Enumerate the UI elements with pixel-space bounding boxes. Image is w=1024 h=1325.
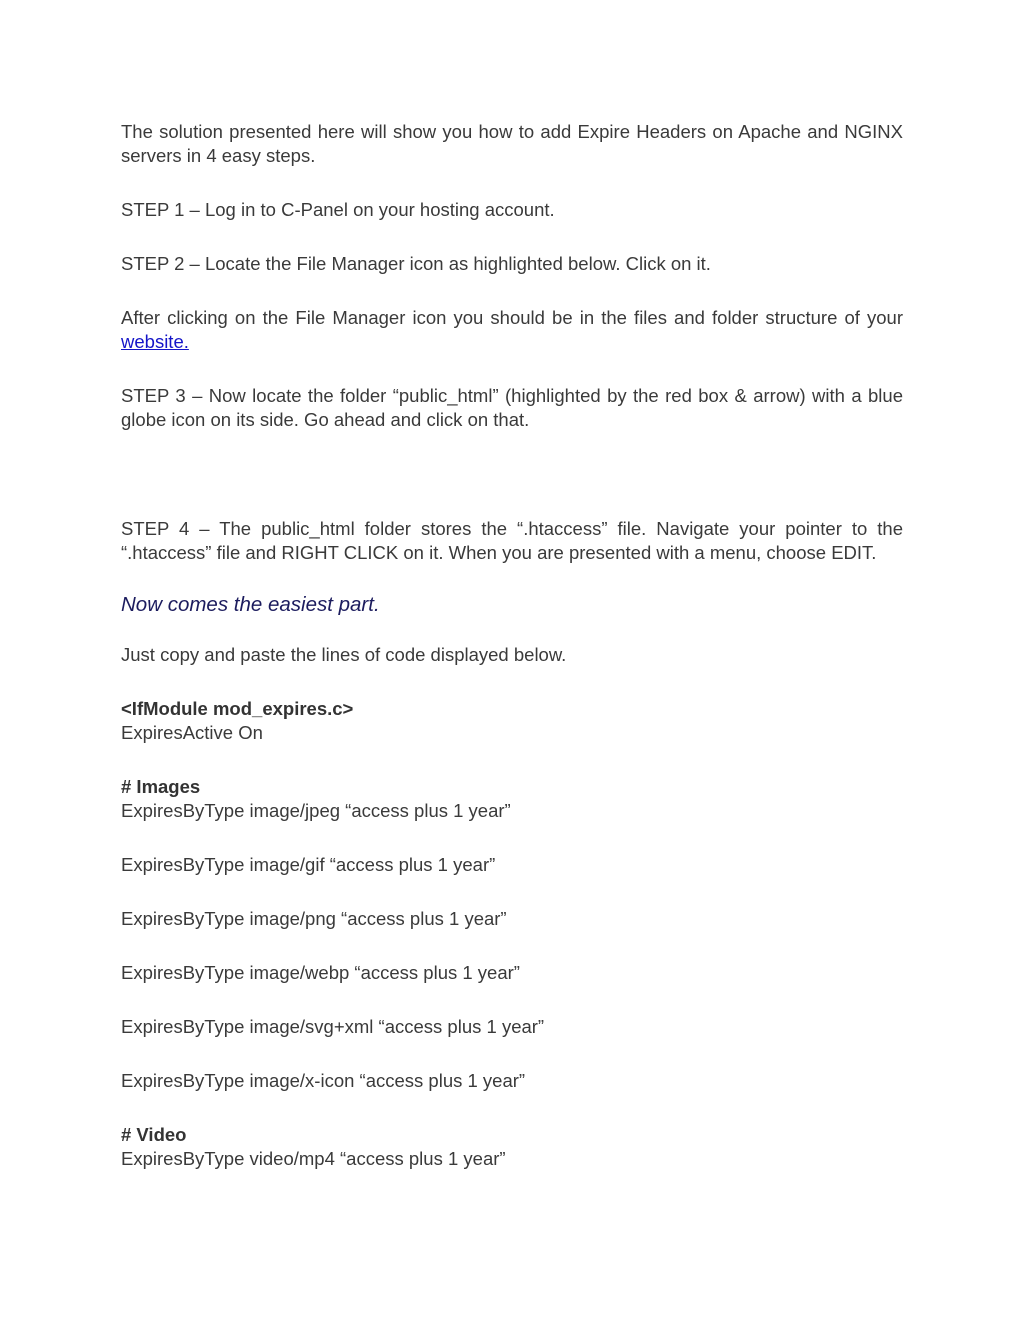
code-line: ExpiresByType image/png “access plus 1 year” (121, 908, 507, 929)
step-3-paragraph: STEP 3 – Now locate the folder “public_html” (highlighted by the red box & arrow) with a blue globe icon on its side. Go ahead and click on that. (121, 385, 903, 430)
code-line: ExpiresByType video/mp4 “access plus 1 year” (121, 1148, 506, 1169)
step-2-paragraph: STEP 2 – Locate the File Manager icon as highlighted below. Click on it. (121, 253, 711, 274)
ifmodule-open-line: <IfModule mod_expires.c> (121, 698, 354, 719)
images-block (121, 775, 903, 1093)
video-block (121, 1123, 903, 1171)
code-line: ExpiresByType image/svg+xml “access plus 1 year” (121, 1016, 545, 1037)
code-line: ExpiresByType image/jpeg “access plus 1 year” (121, 800, 511, 821)
section-subheading: Now comes the easiest part. (121, 593, 380, 616)
after-clicking-paragraph (121, 306, 903, 354)
intro-paragraph: The solution presented here will show you how to add Expire Headers on Apache and NGINX servers in 4 easy steps. (121, 121, 903, 166)
website-link[interactable]: website. (121, 331, 189, 352)
step-4-paragraph: STEP 4 – The public_html folder stores the “.htaccess” file. Navigate your pointer to the “.htaccess” file and RIGHT CLICK on it. When you are presented with a menu, choose EDIT. (121, 518, 903, 563)
images-heading: # Images (121, 776, 201, 797)
after-clicking-text: After clicking on the File Manager icon you should be in the files and folder structure of your (121, 307, 903, 328)
document-page (121, 120, 903, 1171)
code-line: ExpiresByType image/webp “access plus 1 year” (121, 962, 520, 983)
expires-active-line: ExpiresActive On (121, 722, 263, 743)
module-open-block (121, 697, 903, 745)
step-1-paragraph: STEP 1 – Log in to C-Panel on your hosting account. (121, 199, 555, 220)
video-heading: # Video (121, 1124, 187, 1145)
code-line: ExpiresByType image/x-icon “access plus 1 year” (121, 1070, 526, 1091)
copy-instruction: Just copy and paste the lines of code displayed below. (121, 644, 567, 665)
code-line: ExpiresByType image/gif “access plus 1 year” (121, 854, 496, 875)
